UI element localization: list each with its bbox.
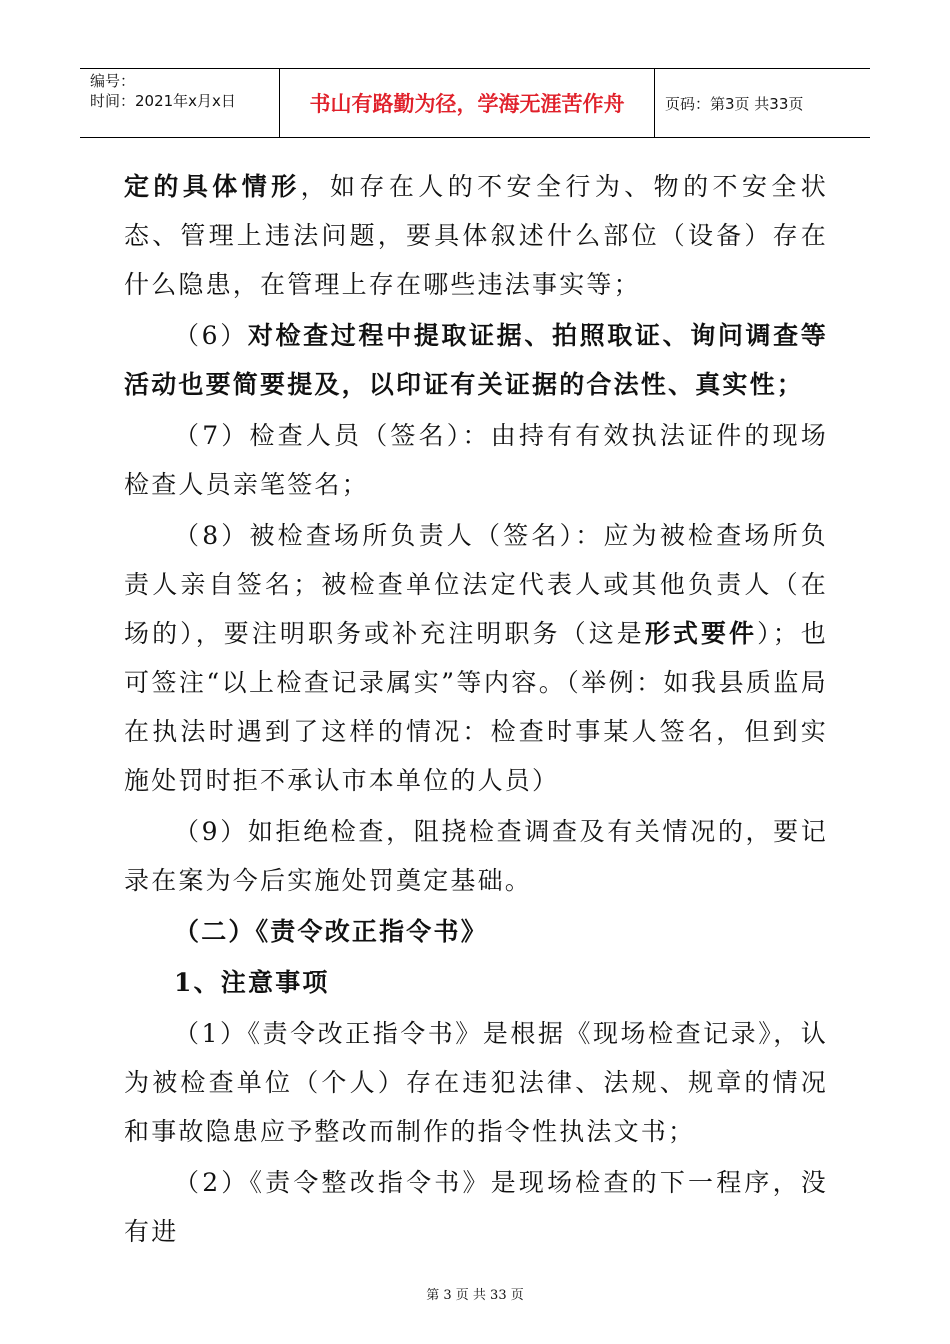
document-date: 时间：2021年x月x日 [90,92,236,110]
header-page-number: 页码：第3页 共33页 [665,94,804,113]
subsection-heading: 1、注意事项 [174,968,330,997]
item-8-text-b: ）；也可签注“以上检查记录属实”等内容。（举例：如我县质监局在执法时遇到了这样的情况：检查时事某人签名，但到实施处罚时拒不承认市本单位的人员） [124,619,828,795]
section-heading: （二）《责令改正指令书》 [174,917,488,946]
document-body [124,162,828,1256]
paragraph-1 [124,162,828,309]
paragraph-item-8 [124,511,828,805]
page-footer: 第 3 页 共 33 页 [426,1288,524,1303]
item-6-bold: 对检查过程中提取证据、拍照取证、询问调查等活动也要简要提及，以印证有关证据的合法性、真实性； [124,321,829,399]
item-8-bold: 形式要件 [644,619,758,648]
paragraph-item-6 [124,311,828,409]
paragraph-notice-2: （2）《责令整改指令书》是现场检查的下一程序，没有进 [124,1168,828,1246]
page-header [80,68,870,138]
paragraph-item-9: （9）如拒绝检查，阻挠检查调查及有关情况的，要记录在案为今后实施处罚奠定基础。 [124,817,828,895]
document-number: 编号： [90,72,136,90]
paragraph-1-bold: 定的具体情形 [124,172,301,201]
header-meta [80,69,280,137]
header-motto: 书山有路勤为径，学海无涯苦作舟 [280,69,655,137]
paragraph-item-7: （7）检查人员（签名）：由持有有效执法证件的现场检查人员亲笔签名； [124,421,828,499]
item-6-prefix: （6） [174,321,248,350]
paragraph-1-text: ，如存在人的不安全行为、物的不安全状态、管理上违法问题，要具体叙述什么部位（设备）存在什么隐患，在管理上存在哪些违法事实等； [124,172,828,299]
item-8-text-a: （8）被检查场所负责人（签名）：应为被检查场所负责人亲自签名；被检查单位法定代表人或其他负责人（在场的），要注明职务或补充注明职务（这是 [124,521,828,648]
paragraph-notice-1: （1）《责令改正指令书》是根据《现场检查记录》，认为被检查单位（个人）存在违犯法律、法规、规章的情况和事故隐患应予整改而制作的指令性执法文书； [124,1019,828,1146]
